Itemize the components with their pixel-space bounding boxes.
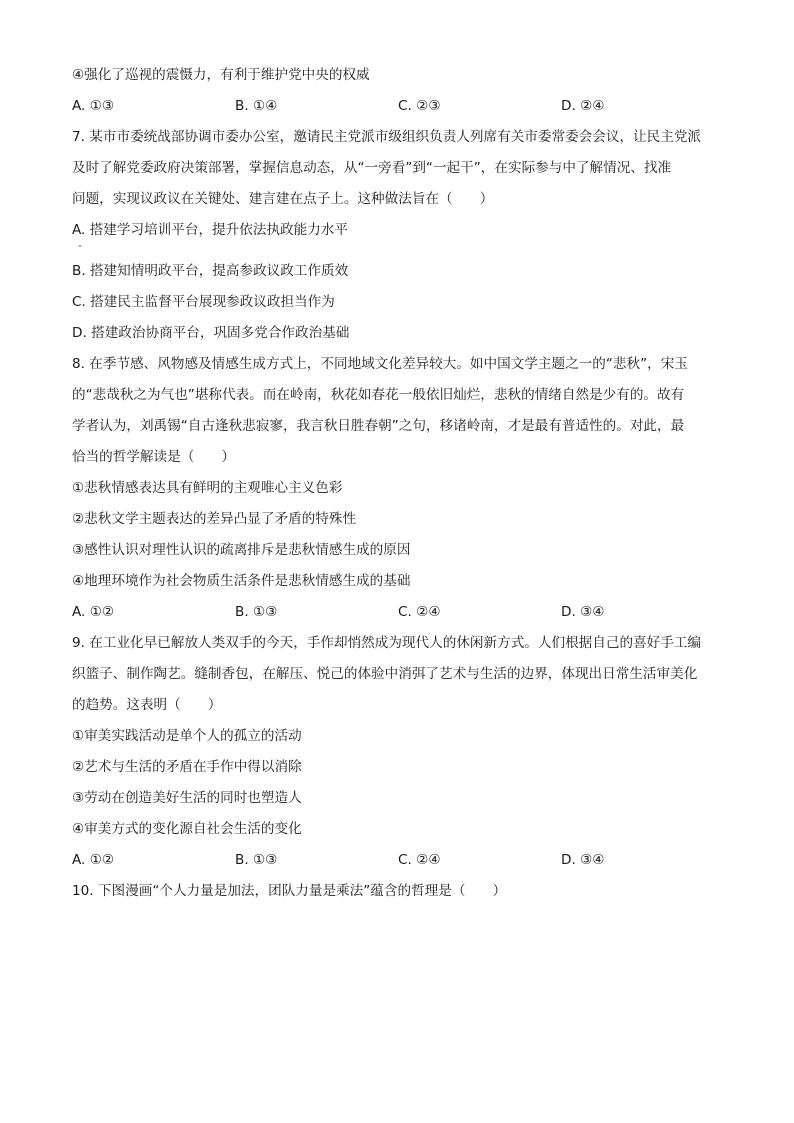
stray-dot xyxy=(79,245,81,247)
answer-option: A. ①② xyxy=(72,604,115,620)
question-stem-line: 及时了解党委政府决策部署，掌握信息动态，从“一旁看”到“一起干”，在实际参与中了解情况、找准 xyxy=(72,160,672,176)
question-stem-line: 10. 下图漫画“个人力量是加法，团队力量是乘法”蕴含的哲理是（ ） xyxy=(72,883,507,899)
question-stem-line: 8. 在季节感、风物感及情感生成方式上，不同地域文化差异较大。如中国文学主题之一的“悲秋”，宋玉 xyxy=(72,356,688,372)
text-line: ④强化了巡视的震慑力，有利于维护党中央的权威 xyxy=(72,67,370,83)
question-stem xyxy=(72,876,722,907)
answer-option: C. ②④ xyxy=(398,604,441,620)
question-stem-line: 9. 在工业化早已解放人类双手的今天，手作却悄然成为现代人的休闲新方式。人们根据自己的喜好手工编 xyxy=(72,635,702,651)
question-stem-line: 学者认为，刘禹锡“自古逢秋悲寂寥，我言秋日胜春朝”之句，移诸岭南，才是最有普适性的。对此，最 xyxy=(72,418,685,434)
text-line: ①悲秋情感表达具有鲜明的主观唯心主义色彩 xyxy=(72,480,343,496)
question-stem xyxy=(72,628,722,721)
text-line: ①审美实践活动是单个人的孤立的活动 xyxy=(72,728,302,744)
text-line: ②艺术与生活的矛盾在手作中得以消除 xyxy=(72,759,302,775)
text-line: B. 搭建知情明政平台，提高参政议政工作质效 xyxy=(72,263,349,279)
text-line: ④地理环境作为社会物质生活条件是悲秋情感生成的基础 xyxy=(72,573,411,589)
text-line: D. 搭建政治协商平台，巩固多党合作政治基础 xyxy=(72,325,350,341)
answer-options xyxy=(72,597,722,628)
text-line: ④审美方式的变化源自社会生活的变化 xyxy=(72,821,302,837)
text-line: ③感性认识对理性认识的疏离排斥是悲秋情感生成的原因 xyxy=(72,542,411,558)
answer-option: C. ②③ xyxy=(398,98,441,114)
answer-option: B. ①③ xyxy=(235,604,278,620)
question-stem-line: 恰当的哲学解读是（ ） xyxy=(72,449,236,465)
text-line: A. 搭建学习培训平台，提升依法执政能力水平 xyxy=(72,222,348,238)
answer-option: A. ①② xyxy=(72,852,115,868)
answer-option: B. ①④ xyxy=(235,98,278,114)
question-stem-line: 7. 某市市委统战部协调市委办公室，邀请民主党派市级组织负责人列席有关市委常委会会议，让民主党派 xyxy=(72,129,702,145)
answer-options xyxy=(72,845,722,876)
question-stem-line: 的趋势。这表明（ ） xyxy=(72,697,222,713)
answer-option: C. ②④ xyxy=(398,852,441,868)
answer-option: D. ③④ xyxy=(561,604,605,620)
question-stem-line: 的“悲哉秋之为气也”堪称代表。而在岭南，秋花如春花一般依旧灿烂，悲秋的情绪自然是少有的。故有 xyxy=(72,387,685,403)
question-stem xyxy=(72,349,722,473)
text-line: C. 搭建民主监督平台展现参政议政担当作为 xyxy=(72,294,335,310)
question-stem xyxy=(72,122,722,215)
text-line: ②悲秋文学主题表达的差异凸显了矛盾的特殊性 xyxy=(72,511,357,527)
answer-option: A. ①③ xyxy=(72,98,115,114)
answer-option: D. ②④ xyxy=(561,98,605,114)
text-line: ③劳动在创造美好生活的同时也塑造人 xyxy=(72,790,302,806)
answer-options xyxy=(72,91,722,122)
question-content xyxy=(72,60,722,907)
question-stem-line: 织篮子、制作陶艺。缝制香包，在解压、悦己的体验中消弭了艺术与生活的边界，体现出日常生活审美化 xyxy=(72,666,698,682)
answer-option: D. ③④ xyxy=(561,852,605,868)
question-stem-line: 问题，实现议政议在关键处、建言建在点子上。这种做法旨在（ ） xyxy=(72,191,494,207)
answer-option: B. ①③ xyxy=(235,852,278,868)
